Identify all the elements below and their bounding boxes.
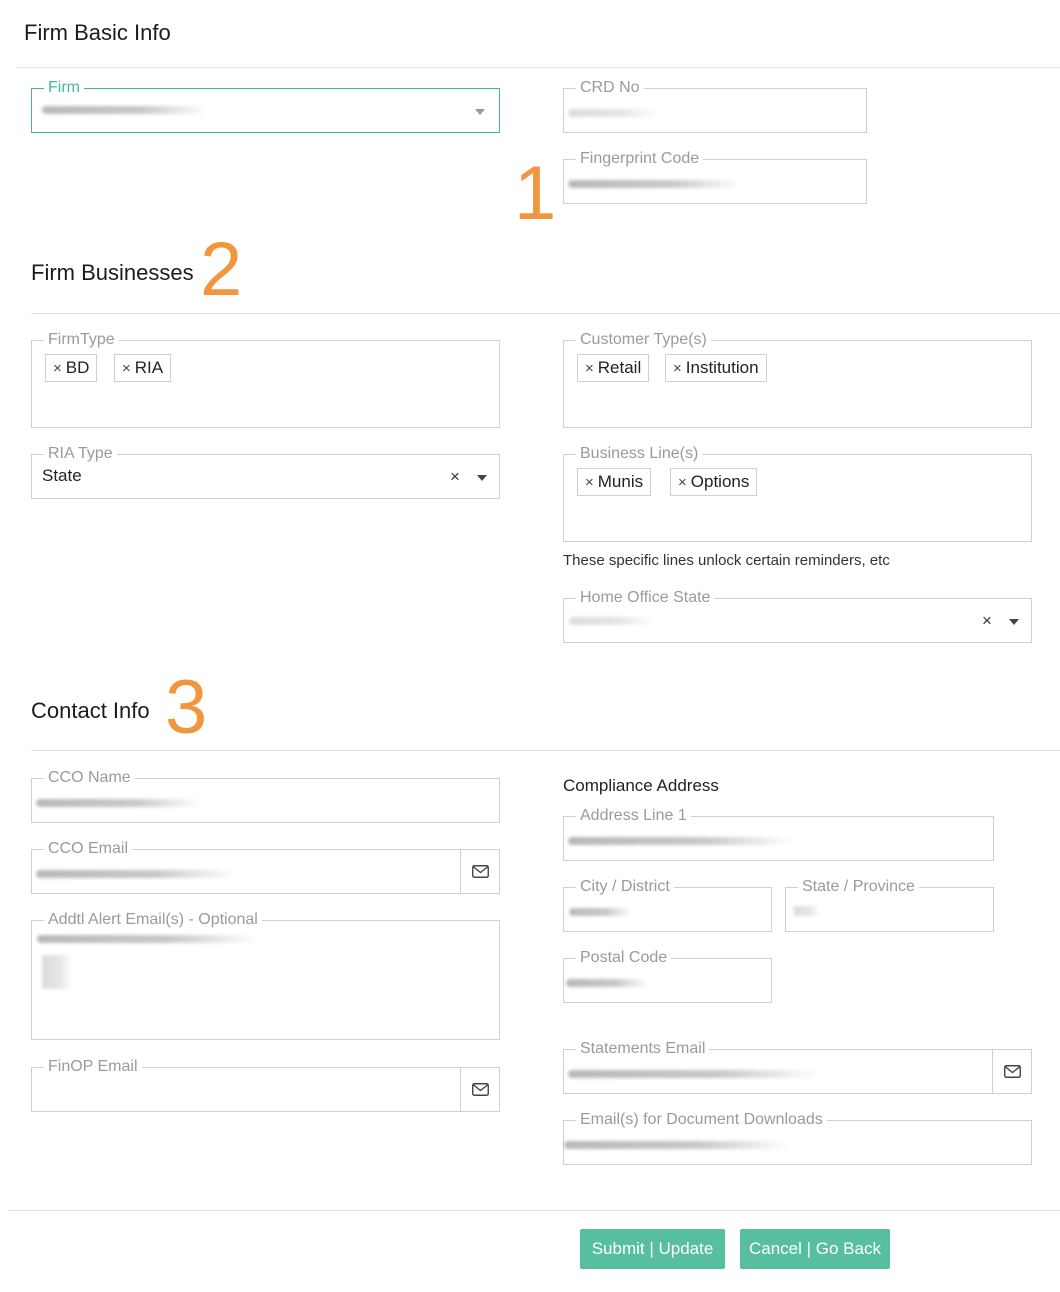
home-office-state-value-redacted	[569, 617, 654, 625]
home-office-state-label: Home Office State	[576, 587, 714, 609]
finop-email-label: FinOP Email	[44, 1056, 142, 1078]
chip-ria[interactable]: × RIA	[114, 354, 171, 382]
firm-select[interactable]	[31, 79, 500, 133]
document-downloads-emails-field[interactable]	[563, 1111, 1032, 1165]
chevron-down-icon[interactable]	[477, 475, 487, 481]
annotation-1: 1	[514, 151, 557, 236]
crd-no-value-redacted	[568, 109, 658, 117]
postal-code-label: Postal Code	[576, 947, 671, 969]
postal-code-field[interactable]	[563, 949, 772, 1003]
clear-icon[interactable]: ×	[450, 467, 460, 486]
firm-value-redacted	[42, 106, 207, 114]
addtl-alert-emails-value-redacted	[37, 935, 257, 943]
address-line-1-field[interactable]	[563, 807, 994, 861]
business-lines-help-text: These specific lines unlock certain reminders, etc	[563, 552, 890, 569]
chevron-down-icon[interactable]	[475, 109, 485, 115]
customer-types-label: Customer Type(s)	[576, 329, 711, 351]
home-office-state-select[interactable]	[563, 589, 1032, 643]
finop-email-addon	[460, 1068, 499, 1111]
cco-email-field[interactable]	[31, 840, 500, 894]
cancel-go-back-button[interactable]: Cancel | Go Back	[740, 1229, 890, 1269]
ria-type-select[interactable]	[31, 445, 500, 499]
clear-icon[interactable]: ×	[982, 611, 992, 630]
postal-code-value-redacted	[566, 979, 648, 987]
crd-no-field[interactable]	[563, 79, 867, 133]
section-divider	[16, 67, 1060, 68]
chip-munis[interactable]: × Munis	[577, 468, 651, 496]
state-province-field[interactable]	[785, 878, 994, 932]
envelope-icon	[472, 1083, 489, 1096]
customer-types-multiselect[interactable]	[563, 331, 1032, 428]
ria-type-value: State	[42, 466, 82, 485]
business-lines-multiselect[interactable]	[563, 445, 1032, 542]
chevron-down-icon[interactable]	[1009, 619, 1019, 625]
cco-email-label: CCO Email	[44, 838, 132, 860]
fingerprint-code-label: Fingerprint Code	[576, 148, 703, 170]
addtl-alert-emails-value-redacted	[42, 955, 72, 989]
cco-name-value-redacted	[36, 799, 201, 807]
footer-divider	[8, 1210, 1060, 1211]
cco-email-value-redacted	[36, 870, 234, 878]
chip-remove-icon[interactable]: ×	[585, 360, 594, 377]
envelope-icon	[1004, 1065, 1021, 1078]
finop-email-field[interactable]	[31, 1058, 500, 1112]
statements-email-field[interactable]	[563, 1040, 1032, 1094]
address-line-1-label: Address Line 1	[576, 805, 691, 827]
section-title-contact-info: Contact Info	[31, 698, 150, 723]
firm-label: Firm	[44, 77, 84, 99]
crd-no-label: CRD No	[576, 77, 644, 99]
firm-type-multiselect[interactable]	[31, 331, 500, 428]
ria-type-label: RIA Type	[44, 443, 117, 465]
firm-type-label: FirmType	[44, 329, 119, 351]
address-line-1-value-redacted	[568, 837, 793, 845]
statements-email-value-redacted	[568, 1070, 818, 1078]
business-lines-label: Business Line(s)	[576, 443, 702, 465]
envelope-icon	[472, 865, 489, 878]
document-downloads-emails-label: Email(s) for Document Downloads	[576, 1109, 827, 1131]
addtl-alert-emails-label: Addtl Alert Email(s) - Optional	[44, 909, 262, 931]
chip-retail[interactable]: × Retail	[577, 354, 649, 382]
statements-email-label: Statements Email	[576, 1038, 709, 1060]
chip-remove-icon[interactable]: ×	[53, 360, 62, 377]
city-district-label: City / District	[576, 876, 674, 898]
chip-options[interactable]: × Options	[670, 468, 757, 496]
city-district-field[interactable]	[563, 878, 772, 932]
fingerprint-code-field[interactable]	[563, 150, 867, 204]
compliance-address-title: Compliance Address	[563, 776, 719, 795]
fingerprint-code-value-redacted	[568, 180, 740, 188]
section-title-firm-businesses: Firm Businesses	[31, 260, 194, 285]
submit-update-button[interactable]: Submit | Update	[580, 1229, 725, 1269]
section-divider	[31, 313, 1060, 314]
document-downloads-emails-value-redacted	[564, 1141, 789, 1149]
statements-email-addon	[992, 1050, 1031, 1093]
chip-institution[interactable]: × Institution	[665, 354, 767, 382]
state-province-value-redacted	[794, 906, 820, 916]
section-divider	[31, 750, 1060, 751]
cco-email-addon	[460, 850, 499, 893]
city-district-value-redacted	[569, 908, 631, 916]
chip-remove-icon[interactable]: ×	[585, 474, 594, 491]
annotation-3: 3	[165, 665, 208, 750]
addtl-alert-emails-textarea[interactable]	[31, 911, 500, 1040]
cco-name-field[interactable]	[31, 769, 500, 823]
cco-name-label: CCO Name	[44, 767, 135, 789]
chip-remove-icon[interactable]: ×	[122, 360, 131, 377]
state-province-label: State / Province	[798, 876, 919, 898]
chip-bd[interactable]: × BD	[45, 354, 97, 382]
section-title-basic-info: Firm Basic Info	[24, 20, 171, 45]
annotation-2: 2	[200, 227, 243, 312]
chip-remove-icon[interactable]: ×	[673, 360, 682, 377]
chip-remove-icon[interactable]: ×	[678, 474, 687, 491]
